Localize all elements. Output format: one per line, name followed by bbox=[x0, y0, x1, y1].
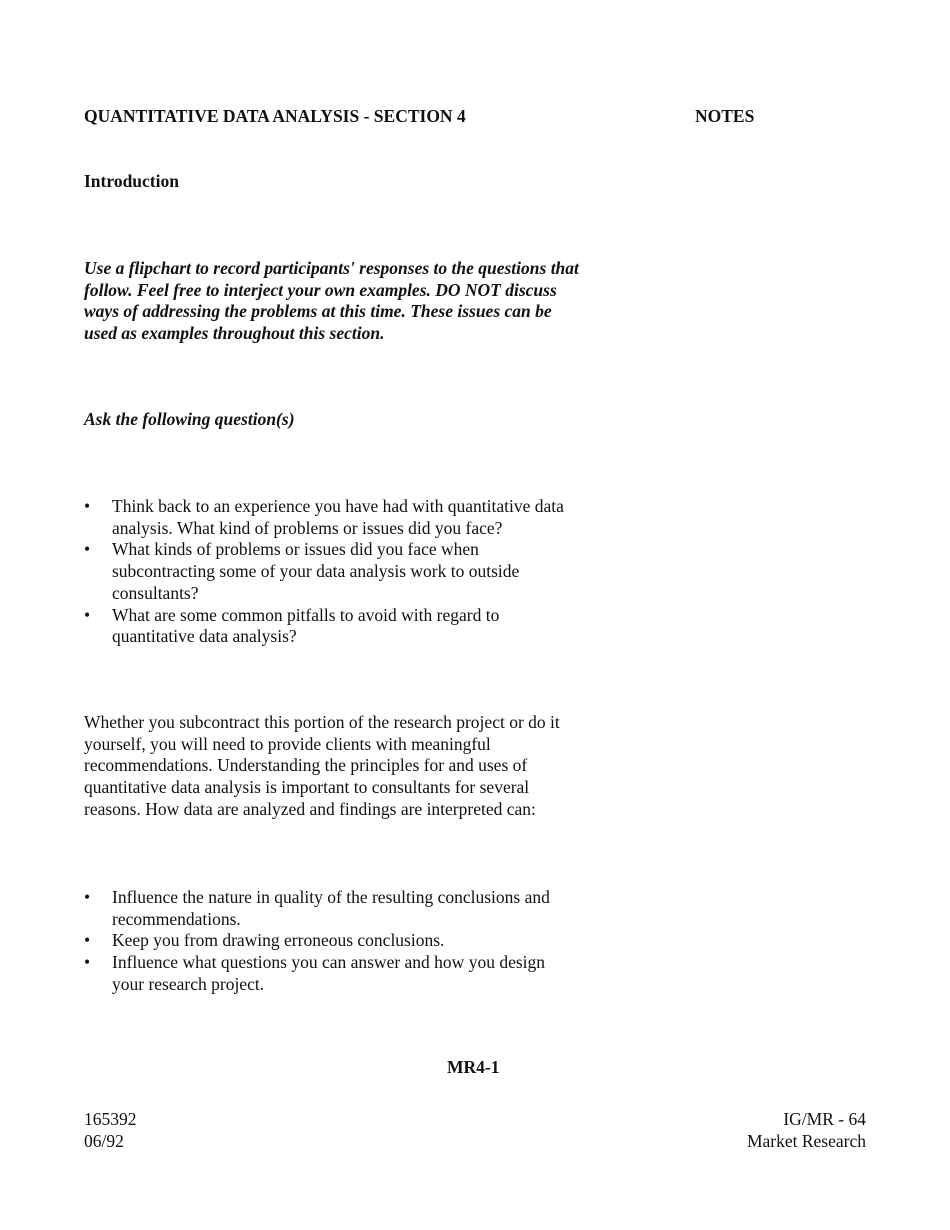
reasons-list bbox=[84, 887, 579, 996]
notes-label: NOTES bbox=[695, 106, 755, 126]
page-code: MR4-1 bbox=[447, 1057, 500, 1077]
facilitator-instruction: Use a flipchart to record participants' responses to the questions that follow. Feel free to interject your own examples. DO NOT discuss ways of addressing the problems at this time. These issues can be used as examples throughout this section. bbox=[84, 258, 579, 344]
page-reference: IG/MR - 64 bbox=[783, 1109, 866, 1129]
question-text: What kinds of problems or issues did you face when subcontracting some of your data analysis work to outside consultants? bbox=[112, 539, 520, 603]
reason-text: Keep you from drawing erroneous conclusions. bbox=[112, 930, 445, 951]
body-paragraph: Whether you subcontract this portion of the research project or do it yourself, you will need to provide clients with meaningful recommendations. Understanding the principles for and uses of quantitative data analysis is important to consultants for several reasons. How data are analyzed and findings are interpreted can: bbox=[84, 712, 560, 819]
introduction-heading: Introduction bbox=[84, 171, 179, 191]
bullet-icon: • bbox=[84, 952, 91, 973]
bullet-icon: • bbox=[84, 930, 91, 951]
question-item bbox=[84, 496, 579, 539]
reason-item bbox=[84, 952, 579, 995]
course-name: Market Research bbox=[746, 1130, 866, 1151]
bullet-icon: • bbox=[84, 887, 91, 907]
reason-text: Influence what questions you can answer and how you design your research project. bbox=[112, 952, 546, 994]
question-item bbox=[84, 539, 579, 604]
question-item bbox=[84, 605, 579, 648]
footer-right bbox=[747, 1109, 866, 1152]
document-date: 06/92 bbox=[84, 1130, 124, 1151]
document-number: 165392 bbox=[84, 1109, 137, 1129]
footer-left bbox=[84, 1109, 137, 1152]
section-title: QUANTITATIVE DATA ANALYSIS - SECTION 4 bbox=[84, 106, 466, 126]
bullet-icon: • bbox=[84, 539, 91, 560]
reason-item bbox=[84, 930, 579, 952]
question-prompt: Ask the following question(s) bbox=[84, 409, 295, 429]
question-text: What are some common pitfalls to avoid with regard to quantitative data analysis? bbox=[112, 604, 500, 647]
reason-text: Influence the nature in quality of the resulting conclusions and recommendations. bbox=[112, 887, 550, 929]
question-list bbox=[84, 496, 579, 648]
question-text: Think back to an experience you have had with quantitative data analysis. What kind of problems or issues did you face? bbox=[112, 496, 564, 538]
bullet-icon: • bbox=[84, 604, 91, 625]
reason-item bbox=[84, 887, 579, 930]
bullet-icon: • bbox=[84, 496, 91, 516]
